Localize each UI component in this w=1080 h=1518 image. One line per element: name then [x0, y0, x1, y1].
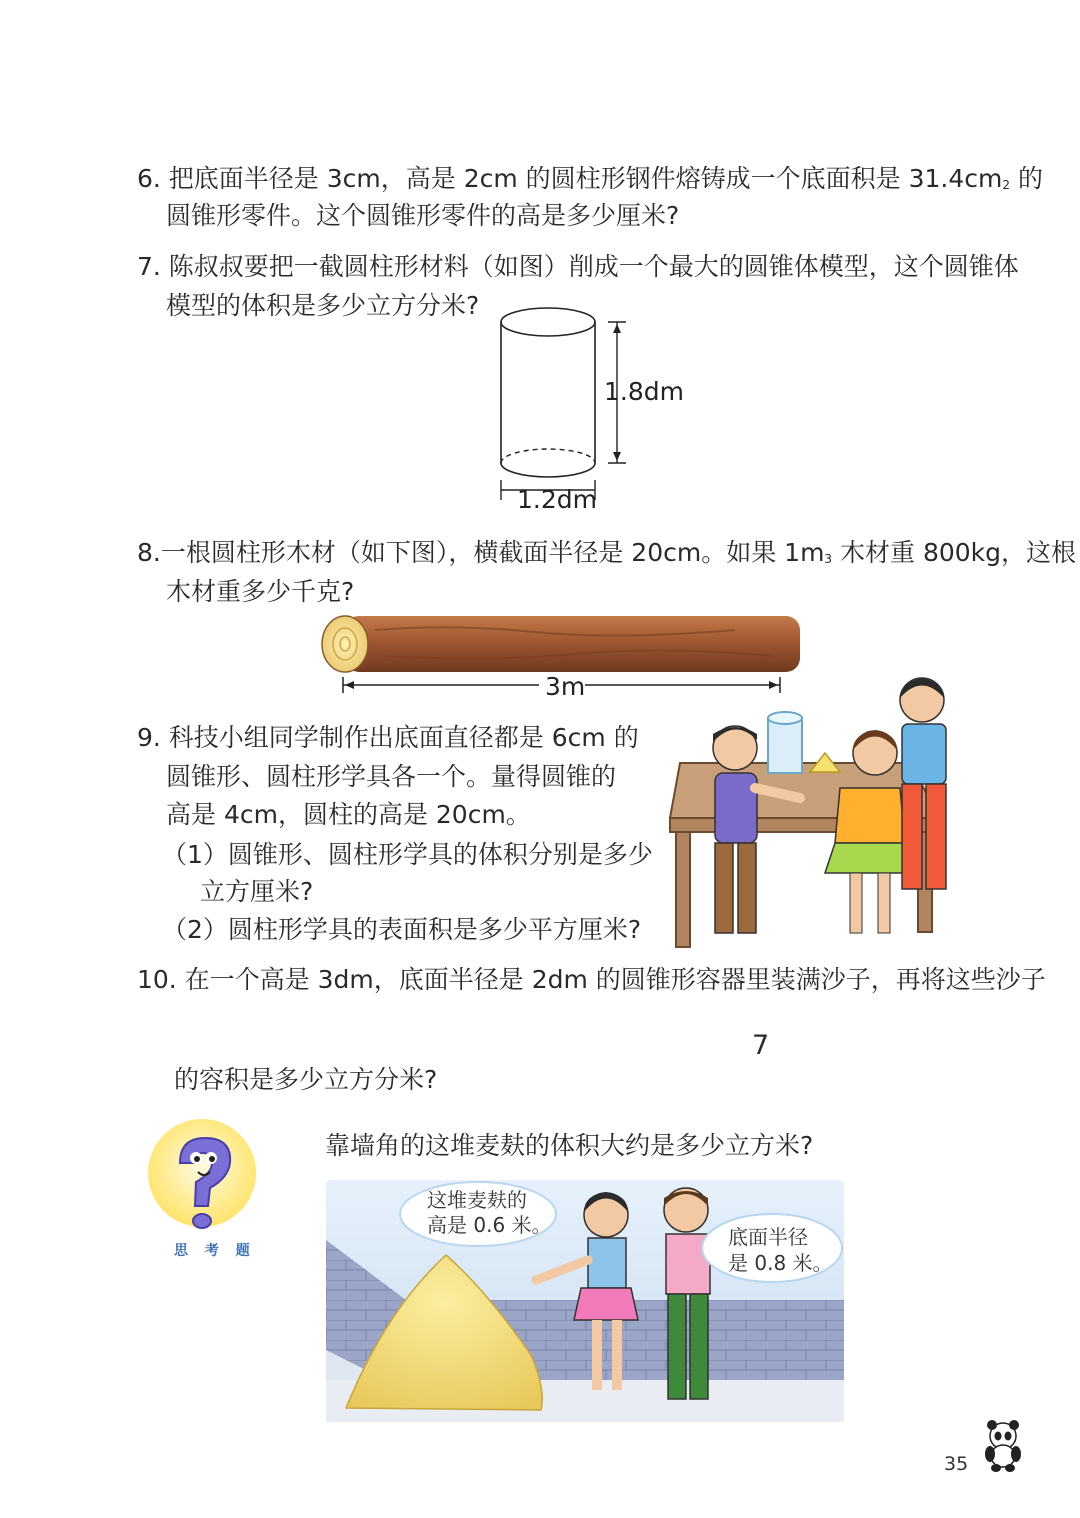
- q9-line2: 圆锥形、圆柱形学具各一个。量得圆锥的: [166, 762, 617, 791]
- bran-pile-illustration: [326, 1180, 844, 1422]
- cylinder-figure: [480, 300, 720, 520]
- q6-line1-text: 6. 把底面半径是 3cm，高是 2cm 的圆柱形钢件熔铸成一个底面积是 31.4cm: [137, 164, 1003, 193]
- q8-superscript: 3: [824, 552, 833, 566]
- q8-line1-tail: 木材重 800kg，这根: [832, 538, 1077, 567]
- q10-line1: 10. 在一个高是 3dm，底面半径是 2dm 的圆锥形容器里装满沙子，再将这些沙子: [137, 965, 1046, 994]
- cylinder-height-label: 1.8dm: [604, 377, 684, 406]
- q7-line2: 模型的体积是多少立方分米?: [166, 291, 480, 320]
- question-mark-mascot-icon: [140, 1118, 265, 1243]
- bubble-right-line1: 底面半径: [728, 1225, 808, 1249]
- q8-line1-text: 8.一根圆柱形木材（如下图），横截面半径是 20cm。如果 1m: [137, 538, 825, 567]
- thinking-icon-label: 思 考 题: [174, 1243, 256, 1259]
- q9-line3: 高是 4cm，圆柱的高是 20cm。: [166, 800, 531, 829]
- q6-superscript: 2: [1002, 178, 1010, 192]
- bubble-left-line2: 高是 0.6 米。: [427, 1213, 552, 1237]
- q8-line2: 木材重多少千克?: [166, 577, 355, 606]
- q6-line1: [137, 163, 1043, 201]
- panda-icon: [978, 1418, 1028, 1473]
- q10-stray-mark: 7: [752, 1030, 770, 1061]
- q8-line1: [137, 537, 1076, 575]
- page-number: 35: [944, 1453, 969, 1475]
- q6-line1-tail: 的: [1010, 164, 1043, 193]
- bubble-left-line1: 这堆麦麸的: [427, 1188, 527, 1212]
- q9-sub1-line1: （1）圆锥形、圆柱形学具的体积分别是多少: [162, 840, 653, 869]
- q9-sub2: （2）圆柱形学具的表面积是多少平方厘米?: [162, 915, 642, 944]
- q10-line2: 的容积是多少立方分米?: [174, 1065, 438, 1094]
- q9-line1: 9. 科技小组同学制作出底面直径都是 6cm 的: [137, 723, 639, 752]
- bubble-right-line2: 是 0.8 米。: [728, 1251, 833, 1275]
- q6-line2: 圆锥形零件。这个圆锥形零件的高是多少厘米?: [166, 201, 680, 230]
- q9-sub1-line2: 立方厘米?: [200, 877, 314, 906]
- children-table-illustration: [660, 668, 980, 953]
- thinking-question: 靠墙角的这堆麦麸的体积大约是多少立方米?: [325, 1131, 814, 1160]
- cylinder-diameter-label: 1.2dm: [517, 485, 597, 514]
- log-length-label: 3m: [545, 672, 586, 701]
- q7-line1: 7. 陈叔叔要把一截圆柱形材料（如图）削成一个最大的圆锥体模型，这个圆锥体: [137, 252, 1019, 281]
